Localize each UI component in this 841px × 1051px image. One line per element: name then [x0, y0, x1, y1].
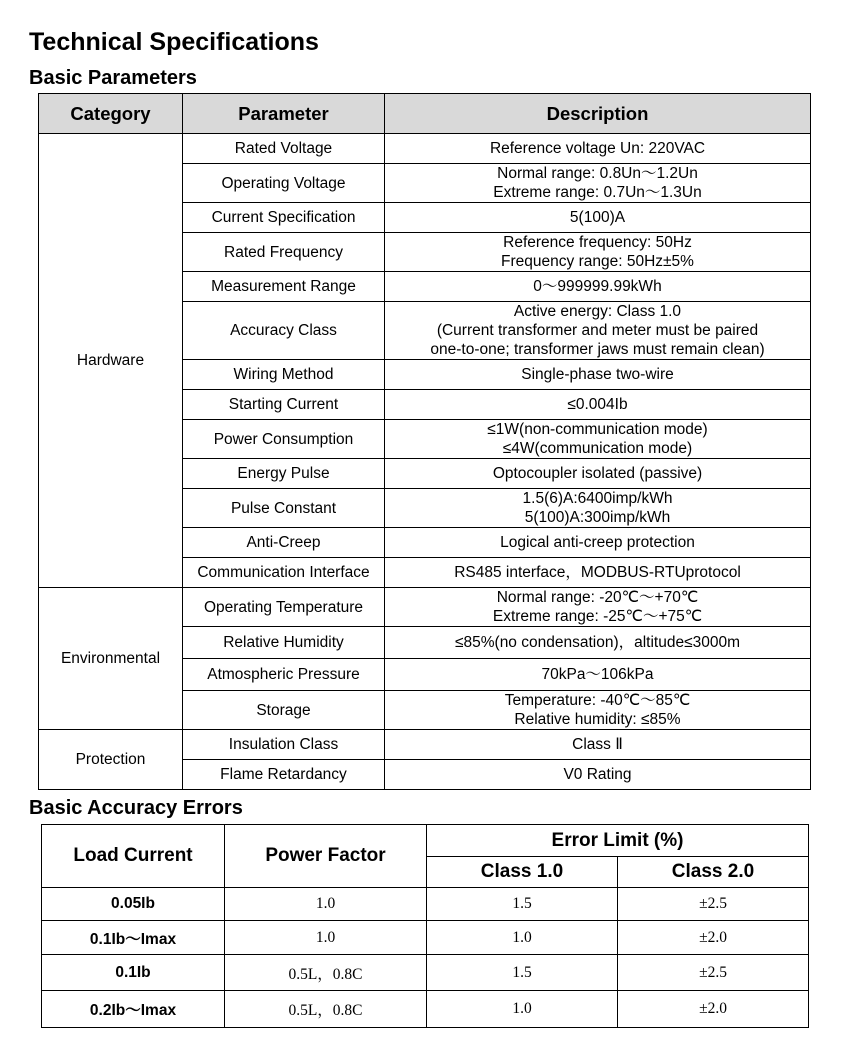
parameter-cell: Current Specification — [183, 203, 385, 233]
load-current-cell: 0.1Ib～Imax — [42, 921, 225, 955]
parameter-cell: Relative Humidity — [183, 627, 385, 659]
page-title: Technical Specifications — [29, 28, 319, 56]
description-line: Extreme range: 0.7Un～1.3Un — [493, 184, 702, 201]
description-line: (Current transformer and meter must be paired — [436, 322, 759, 339]
basic-parameters-table — [38, 93, 811, 790]
description-line: 5(100)A:300imp/kWh — [524, 509, 671, 526]
column-header-load-current: Load Current — [42, 825, 225, 888]
class-2-error-cell: ±2.0 — [618, 991, 809, 1028]
description-line: Reference frequency: 50Hz — [503, 234, 692, 251]
description-cell — [385, 420, 811, 459]
parameter-cell: Flame Retardancy — [183, 760, 385, 790]
description-cell — [385, 691, 811, 730]
parameter-cell: Communication Interface — [183, 558, 385, 588]
category-cell: Hardware — [39, 134, 183, 588]
description-line: ≤1W(non-communication mode) — [487, 421, 708, 438]
description-line: Normal range: -20℃～+70℃ — [496, 589, 699, 606]
parameter-cell: Energy Pulse — [183, 459, 385, 489]
description-line: Optocoupler isolated (passive) — [492, 465, 703, 482]
parameter-cell: Operating Temperature — [183, 588, 385, 627]
power-factor-cell: 0.5L，0.8C — [225, 991, 427, 1028]
load-current-cell: 0.05Ib — [42, 888, 225, 921]
description-line: Extreme range: -25℃～+75℃ — [492, 608, 703, 625]
parameter-cell: Wiring Method — [183, 360, 385, 390]
parameter-cell: Insulation Class — [183, 730, 385, 760]
description-cell — [385, 203, 811, 233]
description-cell — [385, 558, 811, 588]
description-cell — [385, 302, 811, 360]
description-cell — [385, 528, 811, 558]
description-cell — [385, 459, 811, 489]
class-2-error-cell: ±2.5 — [618, 888, 809, 921]
description-cell — [385, 659, 811, 691]
load-current-cell: 0.2Ib～Imax — [42, 991, 225, 1028]
parameter-cell: Rated Voltage — [183, 134, 385, 164]
description-cell — [385, 627, 811, 659]
parameter-cell: Starting Current — [183, 390, 385, 420]
class-2-error-cell: ±2.0 — [618, 921, 809, 955]
table-row — [39, 588, 811, 627]
power-factor-cell: 1.0 — [225, 888, 427, 921]
description-cell — [385, 360, 811, 390]
power-factor-cell: 0.5L，0.8C — [225, 955, 427, 991]
category-cell: Protection — [39, 730, 183, 790]
description-line: 70kPa～106kPa — [541, 666, 654, 683]
column-header-parameter: Parameter — [183, 94, 385, 134]
description-line: 0～999999.99kWh — [533, 278, 662, 295]
description-cell — [385, 134, 811, 164]
description-cell — [385, 390, 811, 420]
class-2-error-cell: ±2.5 — [618, 955, 809, 991]
class-1-error-cell: 1.0 — [427, 991, 618, 1028]
column-header-error-limit: Error Limit (%) — [427, 825, 809, 857]
description-line: 1.5(6)A:6400imp/kWh — [522, 490, 673, 507]
description-cell — [385, 730, 811, 760]
table-header-row — [42, 825, 809, 857]
description-line: Single-phase two-wire — [521, 366, 674, 383]
description-line: Active energy: Class 1.0 — [513, 303, 682, 320]
class-1-error-cell: 1.0 — [427, 921, 618, 955]
accuracy-errors-table — [41, 824, 809, 1028]
section-heading-accuracy-errors: Basic Accuracy Errors — [29, 797, 243, 819]
category-cell: Environmental — [39, 588, 183, 730]
parameter-cell: Power Consumption — [183, 420, 385, 459]
table-row — [42, 955, 809, 991]
column-header-class-2: Class 2.0 — [618, 857, 809, 888]
description-line: one-to-one; transformer jaws must remain clean) — [430, 341, 765, 358]
table-row — [42, 991, 809, 1028]
description-line: Logical anti-creep protection — [500, 534, 695, 551]
description-line: ≤4W(communication mode) — [502, 440, 693, 457]
class-1-error-cell: 1.5 — [427, 955, 618, 991]
description-line: Frequency range: 50Hz±5% — [501, 253, 694, 270]
description-line: ≤0.004Ib — [567, 396, 628, 413]
parameter-cell: Accuracy Class — [183, 302, 385, 360]
parameter-cell: Atmospheric Pressure — [183, 659, 385, 691]
parameter-cell: Pulse Constant — [183, 489, 385, 528]
column-header-power-factor: Power Factor — [225, 825, 427, 888]
parameter-cell: Storage — [183, 691, 385, 730]
section-heading-basic-parameters: Basic Parameters — [29, 67, 197, 89]
table-row — [42, 888, 809, 921]
description-cell — [385, 233, 811, 272]
class-1-error-cell: 1.5 — [427, 888, 618, 921]
table-row — [39, 134, 811, 164]
parameter-cell: Rated Frequency — [183, 233, 385, 272]
description-line: Normal range: 0.8Un～1.2Un — [497, 165, 698, 182]
description-line: RS485 interface，MODBUS-RTUprotocol — [454, 564, 741, 581]
table-row — [39, 730, 811, 760]
description-cell — [385, 164, 811, 203]
description-cell — [385, 760, 811, 790]
parameter-cell: Measurement Range — [183, 272, 385, 302]
column-header-description: Description — [385, 94, 811, 134]
description-line: Temperature: -40℃～85℃ — [504, 692, 691, 709]
description-line: Relative humidity: ≤85% — [514, 711, 681, 728]
column-header-class-1: Class 1.0 — [427, 857, 618, 888]
load-current-cell: 0.1Ib — [42, 955, 225, 991]
power-factor-cell: 1.0 — [225, 921, 427, 955]
description-line: ≤85%(no condensation)，altitude≤3000m — [455, 634, 740, 651]
description-cell — [385, 272, 811, 302]
description-cell — [385, 588, 811, 627]
parameter-cell: Anti-Creep — [183, 528, 385, 558]
description-line: 5(100)A — [569, 209, 626, 226]
column-header-category: Category — [39, 94, 183, 134]
parameter-cell: Operating Voltage — [183, 164, 385, 203]
description-cell — [385, 489, 811, 528]
table-header-row — [39, 94, 811, 134]
description-line: V0 Rating — [563, 766, 632, 783]
description-line: Class Ⅱ — [572, 736, 623, 753]
table-row — [42, 921, 809, 955]
description-line: Reference voltage Un: 220VAC — [489, 140, 706, 157]
